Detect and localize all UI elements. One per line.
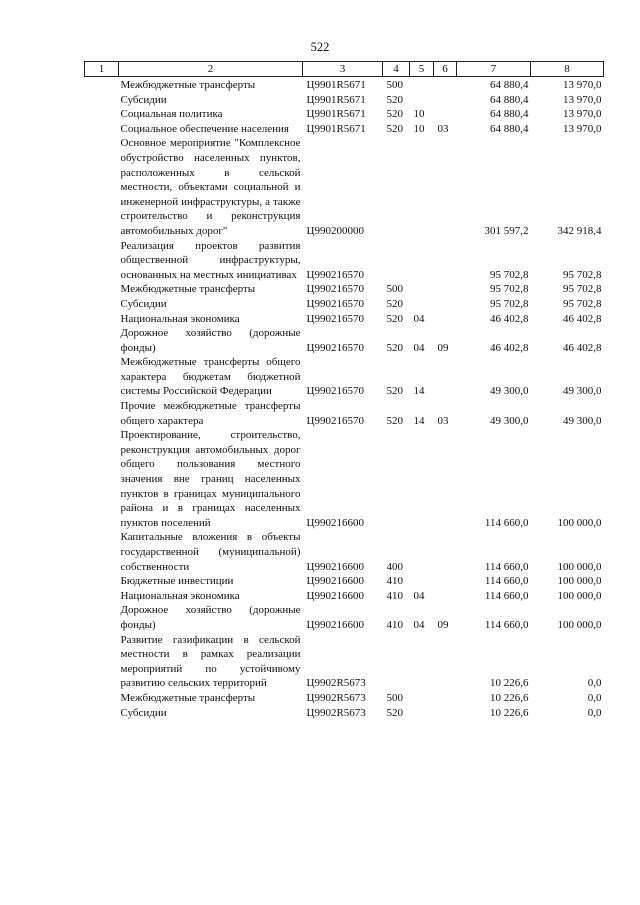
cell-pr xyxy=(434,428,457,530)
cell-sum-year1: 301 597,2 xyxy=(484,224,529,237)
cell-pr xyxy=(434,691,457,706)
cell-sum-year2: 100 000,0 xyxy=(557,560,602,573)
cell-name: Межбюджетные трансферты xyxy=(120,283,256,296)
cell-sum-year1: 46 402,8 xyxy=(490,341,529,354)
cell-code: Ц9901R5671 xyxy=(306,108,366,121)
cell-rz: 10 xyxy=(413,122,425,135)
cell-rz xyxy=(410,530,434,574)
cell-sum-year1: 10 226,6 xyxy=(490,677,529,690)
cell-code: Ц9901R5671 xyxy=(306,122,366,135)
cell-sum-year2: 46 402,8 xyxy=(563,341,602,354)
column-header: 3 xyxy=(303,62,383,77)
column-header: 2 xyxy=(119,62,303,77)
cell-pr xyxy=(434,77,457,93)
cell-name: Проектирование, строительство, реконструкция автомобильных дорог общего пользования местного значения вне границ населенных пунктов в границах муниципального района и в границах населенных пунктов поселений xyxy=(120,429,301,529)
cell-sum-year2: 13 970,0 xyxy=(563,108,602,121)
table-row xyxy=(85,312,604,327)
cell-pr xyxy=(434,239,457,283)
table-row xyxy=(85,239,604,283)
table-row xyxy=(85,399,604,428)
cell-rz: 04 xyxy=(413,341,425,354)
cell-sum-year2: 100 000,0 xyxy=(557,618,602,631)
cell-name: Социальная политика xyxy=(120,108,223,121)
table-row xyxy=(85,428,604,530)
cell-empty xyxy=(85,355,119,399)
cell-sum-year1: 95 702,8 xyxy=(490,283,529,296)
cell-pr xyxy=(434,136,457,238)
cell-name: Субсидии xyxy=(120,93,167,106)
cell-pr xyxy=(434,589,457,604)
cell-pr xyxy=(434,706,457,721)
cell-vr: 520 xyxy=(386,341,403,354)
cell-name: Развитие газификации в сельской местности в рамках реализации мероприятий по устойчивому развитию сельских территорий xyxy=(120,633,301,690)
table-row xyxy=(85,530,604,574)
cell-code: Ц9902R5673 xyxy=(306,706,366,719)
column-header: 4 xyxy=(383,62,410,77)
cell-sum-year1: 10 226,6 xyxy=(490,706,529,719)
cell-vr: 520 xyxy=(386,385,403,398)
cell-name: Национальная экономика xyxy=(120,589,240,602)
cell-vr xyxy=(383,239,410,283)
cell-empty xyxy=(85,77,119,93)
cell-code: Ц9901R5671 xyxy=(306,93,366,106)
cell-code: Ц990216570 xyxy=(306,283,364,296)
cell-sum-year2: 95 702,8 xyxy=(563,268,602,281)
cell-rz: 10 xyxy=(413,108,425,121)
cell-vr: 520 xyxy=(386,122,403,135)
cell-name: Социальное обеспечение населения xyxy=(120,122,289,135)
cell-name: Дорожное хозяйство (дорожные фонды) xyxy=(120,604,301,631)
table-row xyxy=(85,282,604,297)
table-row xyxy=(85,355,604,399)
cell-name: Дорожное хозяйство (дорожные фонды) xyxy=(120,327,301,354)
cell-sum-year2: 100 000,0 xyxy=(557,575,602,588)
cell-empty xyxy=(85,428,119,530)
cell-vr: 520 xyxy=(386,312,403,325)
cell-name: Субсидии xyxy=(120,297,167,310)
cell-vr: 410 xyxy=(386,589,403,602)
cell-vr: 520 xyxy=(386,414,403,427)
cell-rz: 14 xyxy=(413,414,425,427)
cell-sum-year2: 95 702,8 xyxy=(563,283,602,296)
cell-sum-year1: 46 402,8 xyxy=(490,312,529,325)
cell-code: Ц990216600 xyxy=(306,618,364,631)
column-header: 8 xyxy=(531,62,604,77)
cell-sum-year1: 64 880,4 xyxy=(490,122,529,135)
table-header-row xyxy=(85,62,604,77)
cell-empty xyxy=(85,297,119,312)
table-row xyxy=(85,107,604,122)
cell-sum-year2: 13 970,0 xyxy=(563,93,602,106)
cell-empty xyxy=(85,282,119,297)
column-header: 6 xyxy=(434,62,457,77)
table-row xyxy=(85,603,604,632)
cell-sum-year2: 13 970,0 xyxy=(563,79,602,91)
cell-pr xyxy=(434,530,457,574)
cell-sum-year1: 114 660,0 xyxy=(484,575,529,588)
cell-code: Ц9901R5671 xyxy=(306,79,366,91)
cell-sum-year1: 64 880,4 xyxy=(490,79,529,91)
table-row xyxy=(85,326,604,355)
cell-sum-year1: 49 300,0 xyxy=(490,385,529,398)
cell-code: Ц990216570 xyxy=(306,385,364,398)
cell-code: Ц990216570 xyxy=(306,312,364,325)
cell-vr: 410 xyxy=(386,575,403,588)
cell-sum-year1: 10 226,6 xyxy=(490,691,529,704)
cell-sum-year2: 95 702,8 xyxy=(563,297,602,310)
cell-pr xyxy=(434,93,457,108)
cell-rz xyxy=(410,239,434,283)
cell-rz xyxy=(410,282,434,297)
cell-pr: 03 xyxy=(437,414,449,427)
cell-sum-year1: 49 300,0 xyxy=(490,414,529,427)
cell-name: Национальная экономика xyxy=(120,312,240,325)
cell-empty xyxy=(85,107,119,122)
cell-sum-year2: 0,0 xyxy=(587,691,602,704)
cell-sum-year1: 95 702,8 xyxy=(490,297,529,310)
cell-rz xyxy=(410,691,434,706)
cell-rz: 04 xyxy=(413,618,425,631)
cell-rz xyxy=(410,574,434,589)
cell-sum-year1: 114 660,0 xyxy=(484,516,529,529)
cell-rz xyxy=(410,633,434,691)
cell-pr xyxy=(434,633,457,691)
cell-sum-year2: 0,0 xyxy=(587,677,602,690)
cell-sum-year2: 342 918,4 xyxy=(557,224,602,237)
cell-empty xyxy=(85,93,119,108)
table-row xyxy=(85,574,604,589)
cell-empty xyxy=(85,312,119,327)
cell-rz xyxy=(410,706,434,721)
cell-name: Межбюджетные трансферты xyxy=(120,79,256,91)
cell-rz xyxy=(410,77,434,93)
cell-vr xyxy=(383,136,410,238)
cell-code: Ц990216570 xyxy=(306,414,364,427)
column-header: 1 xyxy=(85,62,119,77)
cell-empty xyxy=(85,239,119,283)
cell-rz xyxy=(410,93,434,108)
cell-pr xyxy=(434,282,457,297)
cell-sum-year2: 49 300,0 xyxy=(563,385,602,398)
cell-pr xyxy=(434,312,457,327)
cell-name: Межбюджетные трансферты xyxy=(120,691,256,704)
table-row xyxy=(85,691,604,706)
cell-sum-year2: 13 970,0 xyxy=(563,122,602,135)
table-row xyxy=(85,136,604,238)
cell-rz xyxy=(410,428,434,530)
table-row xyxy=(85,93,604,108)
cell-sum-year1: 114 660,0 xyxy=(484,560,529,573)
cell-code: Ц990216570 xyxy=(306,341,364,354)
cell-pr: 03 xyxy=(437,122,449,135)
cell-code: Ц990216600 xyxy=(306,575,364,588)
column-header: 7 xyxy=(457,62,531,77)
cell-empty xyxy=(85,574,119,589)
table-row xyxy=(85,297,604,312)
cell-rz: 14 xyxy=(413,385,425,398)
cell-vr: 400 xyxy=(386,560,403,573)
cell-sum-year1: 64 880,4 xyxy=(490,93,529,106)
cell-empty xyxy=(85,530,119,574)
cell-rz xyxy=(410,136,434,238)
table-row xyxy=(85,706,604,721)
cell-pr: 09 xyxy=(437,341,449,354)
cell-vr: 410 xyxy=(386,618,403,631)
cell-empty xyxy=(85,633,119,691)
cell-vr: 520 xyxy=(386,706,403,719)
cell-vr: 500 xyxy=(386,283,403,296)
cell-pr: 09 xyxy=(437,618,449,631)
cell-empty xyxy=(85,603,119,632)
cell-sum-year1: 114 660,0 xyxy=(484,618,529,631)
cell-code: Ц990216600 xyxy=(306,516,364,529)
cell-sum-year2: 49 300,0 xyxy=(563,414,602,427)
cell-name: Субсидии xyxy=(120,706,167,719)
cell-vr: 500 xyxy=(386,691,403,704)
cell-pr xyxy=(434,107,457,122)
cell-empty xyxy=(85,589,119,604)
cell-pr xyxy=(434,355,457,399)
cell-vr: 520 xyxy=(386,93,403,106)
cell-sum-year2: 100 000,0 xyxy=(557,516,602,529)
cell-name: Основное мероприятие "Комплексное обустройство населенных пунктов, расположенных в сельской местности, объектами социальной и инженерной инфраструктуры, а также строительство и реконструкция автомобильных дорог" xyxy=(120,137,301,237)
cell-code: Ц990200000 xyxy=(306,224,364,237)
cell-name: Прочие межбюджетные трансферты общего характера xyxy=(120,400,301,427)
cell-name: Реализация проектов развития общественной инфраструктуры, основанных на местных инициативах xyxy=(120,239,301,281)
table-row xyxy=(85,122,604,137)
cell-code: Ц9902R5673 xyxy=(306,677,366,690)
budget-table xyxy=(84,61,604,720)
cell-empty xyxy=(85,706,119,721)
column-header: 5 xyxy=(410,62,434,77)
cell-code: Ц990216570 xyxy=(306,268,364,281)
cell-vr: 520 xyxy=(386,297,403,310)
cell-name: Капитальные вложения в объекты государственной (муниципальной) собственности xyxy=(120,531,301,573)
cell-sum-year2: 46 402,8 xyxy=(563,312,602,325)
cell-name: Межбюджетные трансферты общего характера бюджетам бюджетной системы Российской Федерации xyxy=(120,356,301,398)
page-number: 522 xyxy=(310,40,330,54)
table-row xyxy=(85,589,604,604)
cell-vr xyxy=(383,428,410,530)
cell-sum-year2: 0,0 xyxy=(587,706,602,719)
cell-sum-year1: 114 660,0 xyxy=(484,589,529,602)
cell-empty xyxy=(85,326,119,355)
cell-vr: 520 xyxy=(386,108,403,121)
cell-vr: 500 xyxy=(386,79,403,91)
cell-sum-year2: 100 000,0 xyxy=(557,589,602,602)
cell-code: Ц990216570 xyxy=(306,297,364,310)
cell-empty xyxy=(85,399,119,428)
cell-code: Ц990216600 xyxy=(306,560,364,573)
cell-code: Ц9902R5673 xyxy=(306,691,366,704)
cell-pr xyxy=(434,297,457,312)
cell-sum-year1: 64 880,4 xyxy=(490,108,529,121)
table-row xyxy=(85,633,604,691)
table-row xyxy=(85,77,604,93)
cell-pr xyxy=(434,574,457,589)
cell-vr xyxy=(383,633,410,691)
cell-rz: 04 xyxy=(413,312,425,325)
cell-rz: 04 xyxy=(413,589,425,602)
cell-empty xyxy=(85,691,119,706)
cell-empty xyxy=(85,136,119,238)
table-body xyxy=(85,77,604,721)
cell-sum-year1: 95 702,8 xyxy=(490,268,529,281)
cell-code: Ц990216600 xyxy=(306,589,364,602)
cell-empty xyxy=(85,122,119,137)
cell-name: Бюджетные инвестиции xyxy=(120,575,234,588)
cell-rz xyxy=(410,297,434,312)
